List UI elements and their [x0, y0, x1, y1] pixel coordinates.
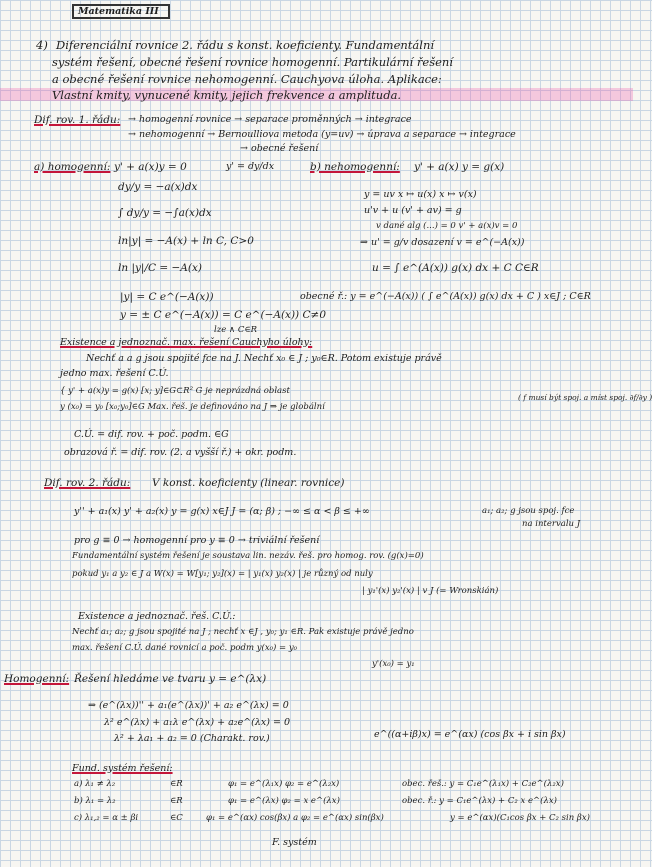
a-step-7: lze ∧ C∈R [214, 325, 258, 335]
fund-general-b: obec. ř.: y = C₁e^(λx) + C₂ x e^(λx) [402, 796, 557, 806]
b-step-1: y = uv x ↦ u(x) x ↦ v(x) [364, 189, 477, 200]
existence-line-6: obrazová ř. = dif. rov. (2. a vyšší ř.) + okr. podm. [64, 447, 297, 458]
b-step-3: v dané alg (...) = 0 v' + a(x)v = 0 [376, 221, 518, 231]
existence2-line-1: Existence a jednoznač. řeš. C.Ú.: [78, 611, 236, 622]
nonhomogeneous-eq: y' + a(x) y = g(x) [414, 161, 505, 173]
fund-domain-b: ∈R [170, 796, 183, 806]
fund-domain-c: ∈C [170, 813, 183, 823]
euler-formula: e^((α+iβ)x) = e^(αx) (cos βx + i sin βx) [374, 729, 566, 740]
existence2-line-3: max. řešení C.Ú. dané rovnicí a poč. podm y(x₀) = y₀ [72, 643, 298, 653]
fund-footer: F. systém [272, 837, 317, 848]
dif2-eq-note: a₁; a₂; g jsou spoj. fce [482, 506, 575, 516]
b-step-4: ⇒ u' = g/v dosazení v = e^(−A(x)) [360, 237, 525, 248]
b-step-5: u = ∫ e^(A(x)) g(x) dx + C C∈R [372, 262, 539, 274]
homogeneous-eq: y' + a(x)y = 0 [114, 161, 187, 173]
dif1-heading: Dif. rov. 1. řádu: [34, 114, 121, 126]
existence-line-3: { y' + a(x)y = g(x) [x; y]∈G⊂R² G je neprázdná oblast [60, 386, 290, 396]
fund-case-c: c) λ₁,₂ = α ± βi [74, 813, 139, 823]
derivative-def: y' = dy/dx [226, 161, 275, 172]
homog-step-2: λ² e^(λx) + a₁λ e^(λx) + a₂e^(λx) = 0 [104, 717, 290, 728]
fund-heading: Fund. systém řešení: [72, 763, 173, 774]
fund-system-b: φ₁ = e^(λx) φ₂ = x e^(λx) [228, 796, 340, 806]
dif2-line-1: pro g ≡ 0 → homogenní pro y ≡ 0 → triviální řešení [74, 535, 320, 546]
a-step-5: |y| = C e^(−A(x)) [120, 291, 214, 303]
fund-system-a: φ₁ = e^(λ₁x) φ₂ = e^(λ₂x) [228, 779, 340, 789]
dif2-heading-rest: V konst. koeficienty (linear. rovnice) [152, 477, 345, 489]
dif2-line-2: Fundamentální systém řešení je soustava lin. nezáv. řeš. pro homog. rov. (g(x)=0) [72, 551, 424, 561]
b-step-2: u'v + u (v' + av) = g [364, 205, 462, 216]
dif2-line-4: | y₁'(x) y₂'(x) | v J (= Wronskián) [362, 586, 499, 596]
a-step-4: ln |y|/C = −A(x) [118, 262, 203, 274]
homog-text: Řešení hledáme ve tvaru y = e^(λx) [74, 673, 267, 685]
dif2-heading: Dif. rov. 2. řádu: [44, 477, 131, 489]
nonhomogeneous-label: b) nehomogenní: [310, 161, 400, 173]
fund-general-c: y = e^(αx)(C₁cos βx + C₂ sin βx) [450, 813, 590, 823]
homog-step-1: ⇒ (e^(λx))'' + a₁(e^(λx))' + a₂ e^(λx) = 0 [88, 700, 289, 711]
topic-line-3: a obecné řešení rovnice nehomogenní. Cauchyova úloha. Aplikace: [52, 72, 442, 86]
page-title: Matematika III [78, 6, 159, 17]
b-general: obecné ř.: y = e^(−A(x)) ( ∫ e^(A(x)) g(x) dx + C ) x∈J ; C∈R [300, 291, 591, 302]
existence-side-note: ( f musí být spoj. a míst spoj. ∂f/∂y ) [518, 393, 652, 402]
dif2-eq: y'' + a₁(x) y' + a₂(x) y = g(x) x∈J J = (α; β) ; −∞ ≤ α < β ≤ +∞ [74, 506, 370, 517]
existence-line-1: Nechť a a g jsou spojité fce na J. Nechť x₀ ∈ J ; y₀∈R. Potom existuje právě [86, 353, 442, 364]
homog-step-3: λ² + λa₁ + a₂ = 0 (Charakt. rov.) [114, 733, 270, 744]
homogeneous-label: a) homogenní: [34, 161, 111, 173]
a-step-1: dy/y = −a(x)dx [118, 181, 198, 193]
topic-line-1: Diferenciální rovnice 2. řádu s konst. koeficienty. Fundamentální [56, 38, 435, 52]
topic-line-2: systém řešení, obecné řešení rovnice homogenní. Partikulární řešení [52, 55, 453, 69]
fund-general-a: obec. řeš.: y = C₁e^(λ₁x) + C₂e^(λ₂x) [402, 779, 564, 789]
a-step-2: ∫ dy/y = −∫a(x)dx [118, 207, 212, 219]
existence2-line-4: y'(x₀) = y₁ [372, 659, 415, 669]
existence-line-5: C.Ú. = dif. rov. + poč. podm. ∈G [74, 429, 229, 440]
fund-domain-a: ∈R [170, 779, 183, 789]
fund-system-c: φ₁ = e^(αx) cos(βx) a φ₂ = e^(αx) sin(βx) [206, 813, 384, 823]
dif2-line-3: pokud y₁ a y₂ ∈ J a W(x) = W[y₁; y₂](x) = | y₁(x) y₂(x) | je různý od nuly [72, 569, 373, 579]
topic-number: 4) [36, 38, 48, 52]
dif2-eq-note-2: na intervalu J [522, 519, 581, 529]
dif1-line-3: → obecné řešení [240, 143, 319, 154]
existence-heading: Existence a jednoznač. max. řešení Cauchyho úlohy: [60, 337, 313, 348]
a-step-6: y = ± C e^(−A(x)) = C e^(−A(x)) C≠0 [120, 309, 327, 321]
dif1-line-2: → nehomogenní → Bernoulliova metoda (y=uv) → úprava a separace → integrace [128, 129, 516, 140]
fund-case-b: b) λ₁ = λ₂ [74, 796, 116, 806]
existence-line-2: jedno max. řešení C.Ú. [60, 368, 169, 379]
a-step-3: ln|y| = −A(x) + ln C, C>0 [118, 235, 254, 247]
existence-line-4: y (x₀) = y₀ [x₀;y₀]∈G Max. řeš. je definováno na J ⇒ je globální [60, 402, 325, 412]
fund-case-a: a) λ₁ ≠ λ₂ [74, 779, 116, 789]
topic-line-4: Vlastní kmity, vynucené kmity, jejich frekvence a amplituda. [52, 88, 402, 102]
homog-label: Homogenní: [4, 673, 70, 685]
dif1-line-1: → homogenní rovnice → separace proměnných → integrace [128, 114, 412, 125]
existence2-line-2: Nechť a₁; a₂; g jsou spojité na J ; nechť x ∈J , y₀; y₁ ∈R. Pak existuje právě jedno [72, 627, 414, 637]
